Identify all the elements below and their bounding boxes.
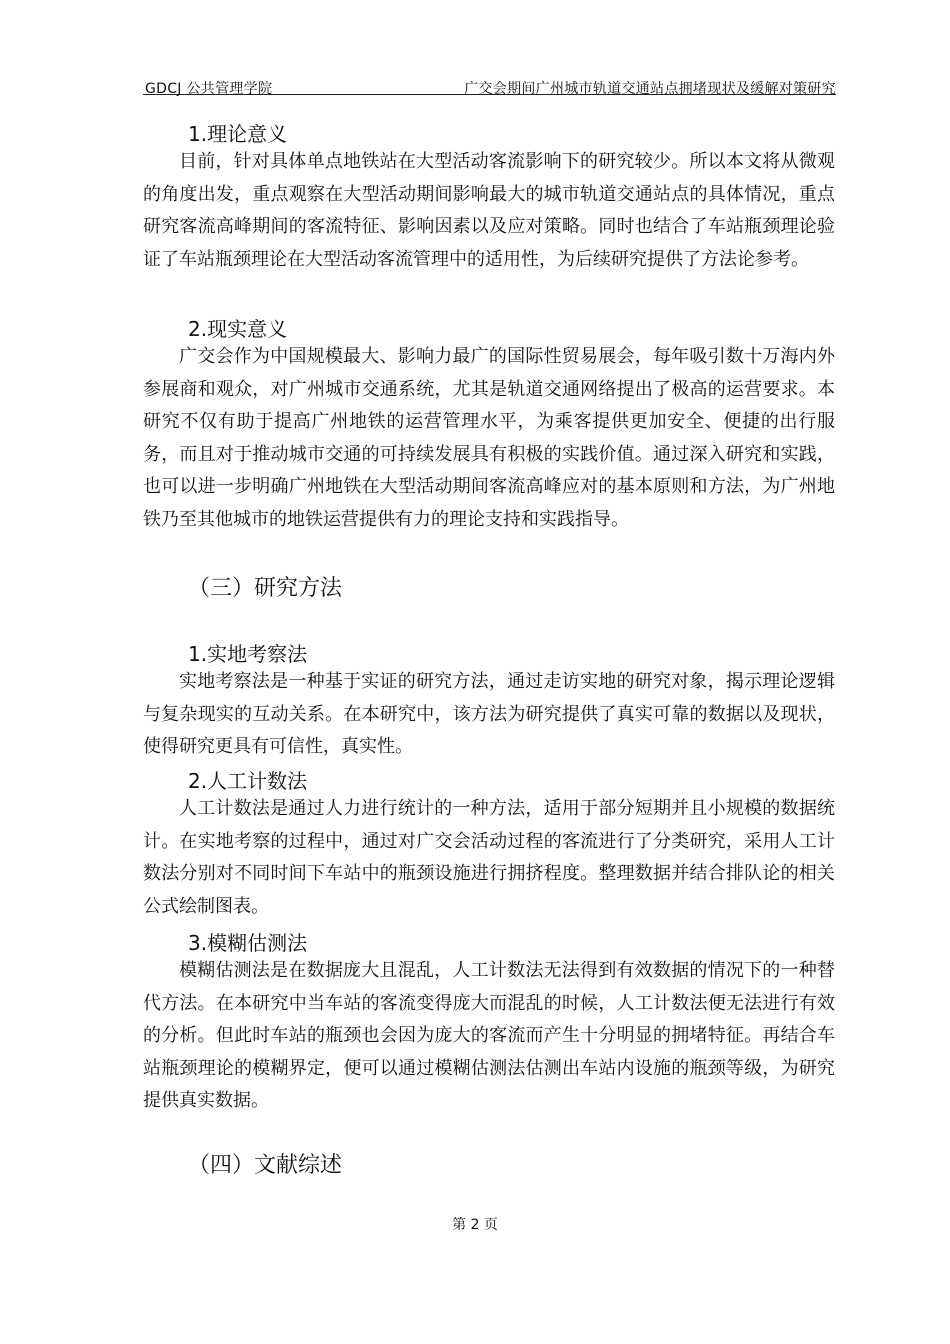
paragraph-fuzzy-estimation [143, 955, 835, 1118]
paragraph-text: 实地考察法是一种基于实证的研究方法，通过走访实地的研究对象，揭示理论逻辑与复杂现实的互动关系。在本研究中，该方法为研究提供了真实可靠的数据以及现状，使得研究更具有可信性，真实性。 [143, 671, 835, 757]
paragraph-field-investigation [143, 666, 835, 764]
heading-practical-significance: 2.现实意义 [188, 317, 288, 341]
paragraph-practical-significance [143, 341, 835, 536]
paragraph-text: 广交会作为中国规模最大、影响力最广的国际性贸易展会，每年吸引数十万海内外参展商和观众，对广州城市交通系统，尤其是轨道交通网络提出了极高的运营要求。本研究不仅有助于提高广州地铁的运营管理水平，为乘客提供更加安全、便捷的出行服务，而且对于推动城市交通的可持续发展具有积极的实践价值。通过深入研究和实践，也可以进一步明确广州地铁在大型活动期间客流高峰应对的基本原则和方法，为广州地铁乃至其他城市的地铁运营提供有力的理论支持和实践指导。 [143, 346, 835, 530]
heading-field-investigation: 1.实地考察法 [188, 642, 308, 666]
paragraph-text: 模糊估测法是在数据庞大且混乱，人工计数法无法得到有效数据的情况下的一种替代方法。在本研究中当车站的客流变得庞大而混乱的时候，人工计数法便无法进行有效的分析。但此时车站的瓶颈也会因为庞大的客流而产生十分明显的拥堵特征。再结合车站瓶颈理论的模糊界定，便可以通过模糊估测法估测出车站内设施的瓶颈等级，为研究提供真实数据。 [143, 960, 835, 1111]
paragraph-text: 目前，针对具体单点地铁站在大型活动客流影响下的研究较少。所以本文将从微观的角度出发，重点观察在大型活动期间影响最大的城市轨道交通站点的具体情况，重点研究客流高峰期间的客流特征、影响因素以及应对策略。同时也结合了车站瓶颈理论验证了车站瓶颈理论在大型活动客流管理中的适用性，为后续研究提供了方法论参考。 [143, 151, 835, 270]
heading-theory-significance: 1.理论意义 [188, 122, 288, 146]
heading-fuzzy-estimation: 3.模糊估测法 [188, 931, 308, 955]
page-number: 第 2 页 [452, 1217, 498, 1233]
paragraph-manual-counting [143, 793, 835, 923]
header-school: GDCJ 公共管理学院 [145, 81, 273, 97]
paragraph-theory-significance [143, 146, 835, 276]
section-title-research-methods: （三）研究方法 [188, 576, 343, 601]
page-header [143, 70, 836, 95]
header-document-title: 广交会期间广州城市轨道交通站点拥堵现状及缓解对策研究 [464, 81, 836, 97]
heading-manual-counting: 2.人工计数法 [188, 769, 308, 793]
section-title-literature-review: （四）文献综述 [188, 1153, 343, 1178]
paragraph-text: 人工计数法是通过人力进行统计的一种方法，适用于部分短期并且小规模的数据统计。在实地考察的过程中，通过对广交会活动过程的客流进行了分类研究，采用人工计数法分别对不同时间下车站中的瓶颈设施进行拥挤程度。整理数据并结合排队论的相关公式绘制图表。 [143, 798, 835, 917]
